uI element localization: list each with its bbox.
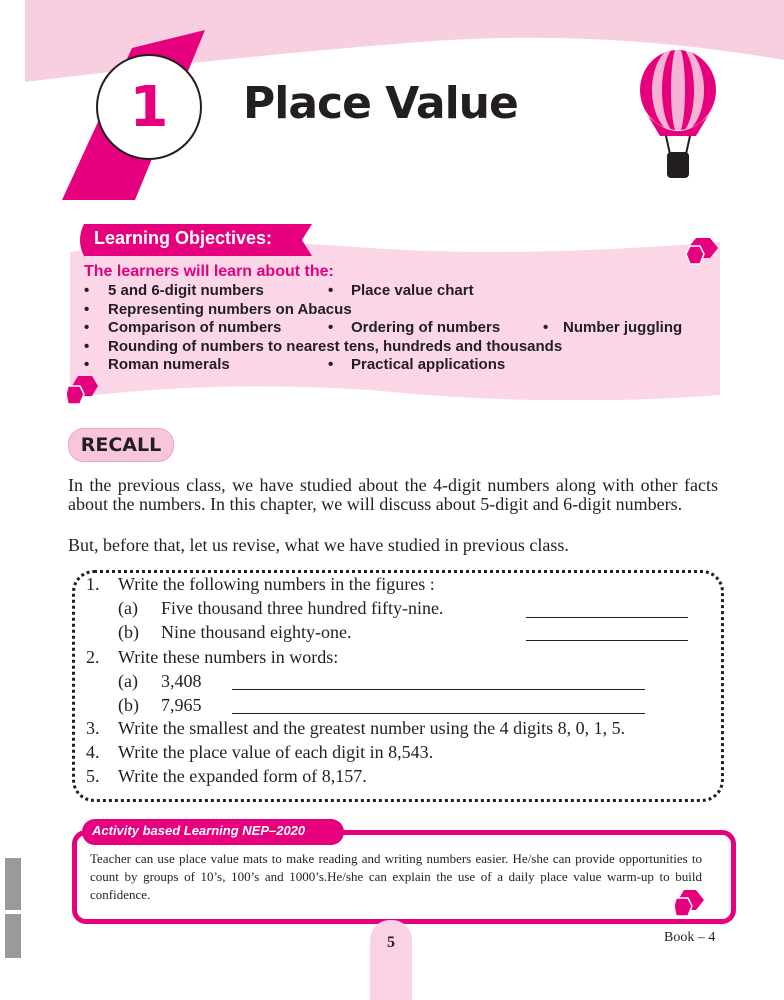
question-text: 3,408 (161, 671, 202, 691)
questions-box (72, 570, 724, 802)
list-item: • Comparison of numbers • Ordering of numbers • Number juggling (84, 319, 683, 337)
side-tab (5, 914, 21, 958)
question-text: Write these numbers in words: (118, 647, 339, 667)
question-text: 7,965 (161, 695, 202, 715)
list-item: • Roman numerals • Practical applications (84, 356, 506, 374)
chapter-number: 1 (96, 54, 202, 160)
flower-icon (66, 376, 98, 406)
page-number-tab (370, 920, 412, 1000)
list-item: • Representing numbers on Abacus (84, 300, 352, 318)
page-number: 5 (387, 934, 395, 951)
question-text: Write the expanded form of 8,157. (118, 766, 367, 786)
list-item: • 5 and 6-digit numbers • Place value chart (84, 282, 474, 299)
objectives-intro: The learners will learn about the: (84, 263, 334, 280)
objectives-heading: Learning Objectives: (94, 228, 273, 248)
objectives-list (84, 282, 724, 375)
question-text: Write the smallest and the greatest number using the 4 digits 8, 0, 1, 5. (118, 718, 626, 738)
activity-text: Teacher can use place value mats to make reading and writing numbers easier. He/she can provide opportunities to count by groups of 10’s, 100’s and 1000’s.He/she can explain the use of a daily place value warm-up to build confidence. (90, 851, 702, 902)
activity-heading: Activity based Learning NEP–2020 (92, 823, 306, 838)
chapter-title: Place Value (243, 78, 518, 129)
flower-icon (674, 890, 704, 918)
list-item: • Rounding of numbers to nearest tens, hundreds and thousands (84, 337, 563, 355)
book-label: Book – 4 (664, 930, 716, 945)
recall-badge: RECALL (68, 428, 174, 462)
question-text: Nine thousand eighty-one. (161, 622, 352, 642)
flower-icon (686, 238, 718, 266)
hot-air-balloon-icon (636, 50, 720, 182)
question-text: Write the place value of each digit in 8,543. (118, 742, 434, 762)
side-tab (5, 858, 21, 910)
question-text: Five thousand three hundred fifty-nine. (161, 598, 444, 618)
recall-paragraph: In the previous class, we have studied about the 4-digit numbers along with other facts about the numbers. In this chapter, we will discuss about 5-digit and 6-digit numbers. (68, 475, 718, 514)
question-text: Write the following numbers in the figures : (118, 574, 435, 594)
recall-paragraph: But, before that, let us revise, what we have studied in previous class. (68, 535, 569, 555)
questions-list: 1. Write the following numbers in the figures : (a) Five thousand three hundred fifty-nine. (b) Nine thousand eighty-one. 2. Write these numbers in words: (a) 3,408 (b) 7,965 3. Write the smallest and the greatest number using the 4 digits 8, 0, 1, 5. 4. Write the place value of each digit in 8,543. 5. Write the expanded form of 8,157. (0, 0, 784, 1000)
